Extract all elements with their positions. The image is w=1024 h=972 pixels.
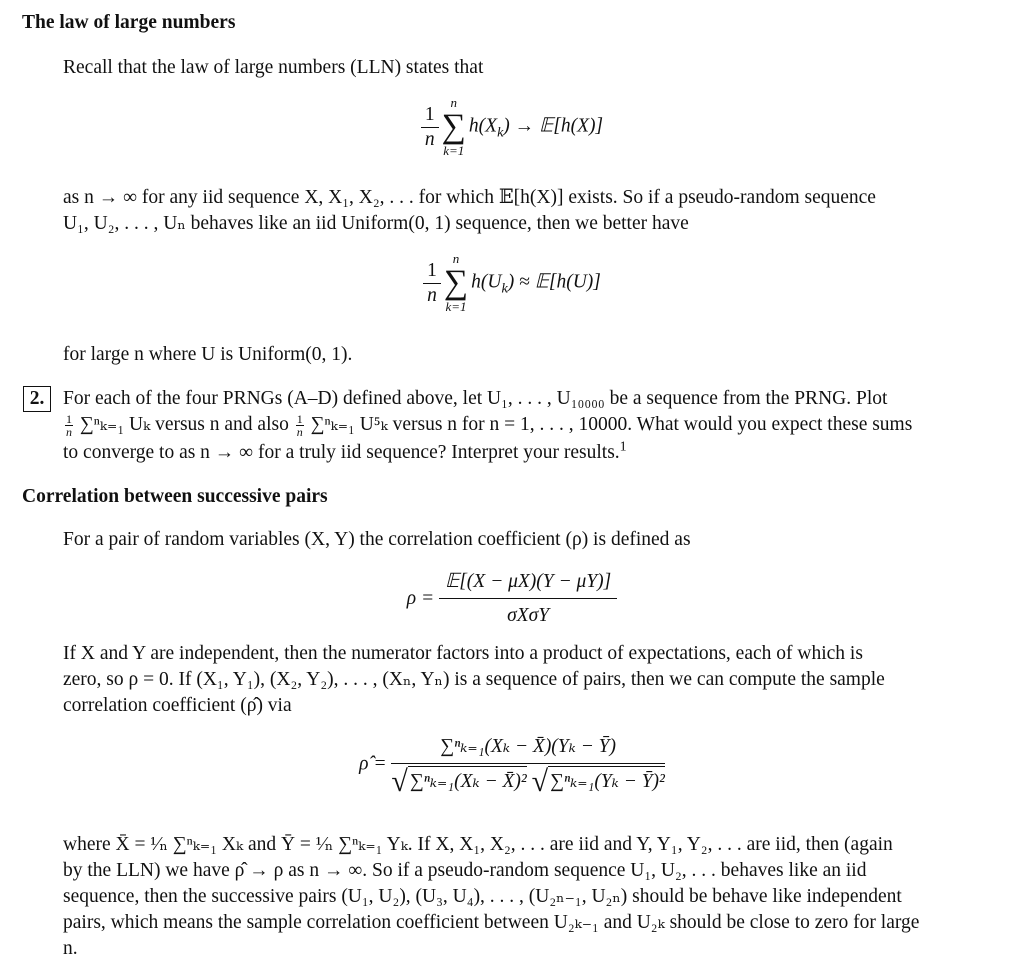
- section-heading-correlation: Correlation between successive pairs: [22, 486, 328, 507]
- equation-rho: ρ = $\frac{\text{𝔼[(X − μX)(Y − μY)]}}{\text{σXσY}}$: [0, 568, 1024, 631]
- footnote-marker: 1: [619, 438, 627, 455]
- estimator-line3: sequence, then the successive pairs (U₁, U₂), (U₃, U₄), . . . , (U₂ₙ₋₁, U₂ₙ) should be behave like independent: [63, 886, 902, 907]
- fraction: $\frac{1}{n}$: [66, 412, 72, 440]
- exercise-line1: For each of the four PRNGs (A–D) defined above, let U₁, . . . , U₁₀₀₀₀ be a sequence from the PRNG. Plot: [63, 388, 888, 409]
- estimator-line1: where X̄ = ¹⁄ₙ ∑ⁿₖ₌₁ Xₖ and Ȳ = ¹⁄ₙ ∑ⁿₖ₌₁ Yₖ. If X, X₁, X₂, . . . are iid and Y, Y₁, Y₂, . . . are iid, then (again: [63, 834, 893, 855]
- exercise-line2: $\frac{1}{n}$ ∑ⁿₖ₌₁ Uₖ versus n and also $\frac{1}{n}$ ∑ⁿₖ₌₁ U⁵ₖ versus n for n = 1, . . . , 10000. What would you expect these sums: [66, 412, 913, 440]
- estimator-line4: pairs, which means the sample correlation coefficient between U₂ₖ₋₁ and U₂ₖ should be close to zero for large: [63, 912, 920, 933]
- equation-lln: $\frac{1}{n}$ n ∑ k=1 $h(X_k)$ → 𝔼[h(X)]: [0, 96, 1024, 158]
- correlation-intro: For a pair of random variables (X, Y) the correlation coefficient (ρ) is defined as: [63, 529, 691, 550]
- estimator-line5: n.: [63, 938, 78, 959]
- lln-intro: Recall that the law of large numbers (LLN) states that: [63, 57, 484, 78]
- fraction: $\frac{1}{n}$: [423, 259, 441, 308]
- equation-rho-hat: ρ̂ = $\frac{\text{∑ⁿₖ₌₁(Xₖ − X̄)(Yₖ − Ȳ)}}{\text{√ ∑ⁿₖ₌₁(Xₖ − X̄)² √ ∑ⁿₖ₌₁(Yₖ − Ȳ)²}}$: [0, 733, 1024, 797]
- exercise-line3: to converge to as n → ∞ for a truly iid sequence? Interpret your results.$^1$: [63, 438, 627, 463]
- equation-lln-uniform: $\frac{1}{n}$ n ∑ k=1 $h(U_k)$ ≈ 𝔼[h(U)]: [0, 252, 1024, 314]
- independence-line3: correlation coefficient (ρ̂) via: [63, 695, 292, 716]
- summation: n ∑ k=1: [441, 95, 466, 158]
- summation: n ∑ k=1: [443, 251, 469, 314]
- lln-para-line2: U₁, U₂, . . . , Uₙ behaves like an iid Uniform(0, 1) sequence, then we better have: [63, 213, 689, 234]
- fraction: $\frac{1}{n}$: [421, 103, 439, 152]
- exercise-number-box: 2.: [23, 386, 51, 412]
- fraction: $\frac{\text{𝔼[(X − μX)(Y − μY)]}}{\text{σXσY}}$: [439, 568, 617, 631]
- independence-line1: If X and Y are independent, then the numerator factors into a product of expectations, each of which is: [63, 643, 863, 664]
- fraction: $\frac{1}{n}$: [296, 412, 303, 440]
- independence-line2: zero, so ρ = 0. If (X₁, Y₁), (X₂, Y₂), . . . , (Xₙ, Yₙ) is a sequence of pairs, then we can compute the sample: [63, 669, 885, 690]
- estimator-line2: by the LLN) we have ρ̂ → ρ as n → ∞. So if a pseudo-random sequence U₁, U₂, . . . behaves like an iid: [63, 860, 867, 881]
- lln-conclusion: for large n where U is Uniform(0, 1).: [63, 344, 353, 365]
- lln-para-line1: as n → ∞ for any iid sequence X, X₁, X₂, . . . for which 𝔼[h(X)] exists. So if a pseudo-random sequence: [63, 187, 876, 208]
- fraction: $\frac{\text{∑ⁿₖ₌₁(Xₖ − X̄)(Yₖ − Ȳ)}}{\text{√ ∑ⁿₖ₌₁(Xₖ − X̄)² √ ∑ⁿₖ₌₁(Yₖ − Ȳ)²}}$: [391, 733, 665, 797]
- section-heading-lln: The law of large numbers: [22, 12, 236, 33]
